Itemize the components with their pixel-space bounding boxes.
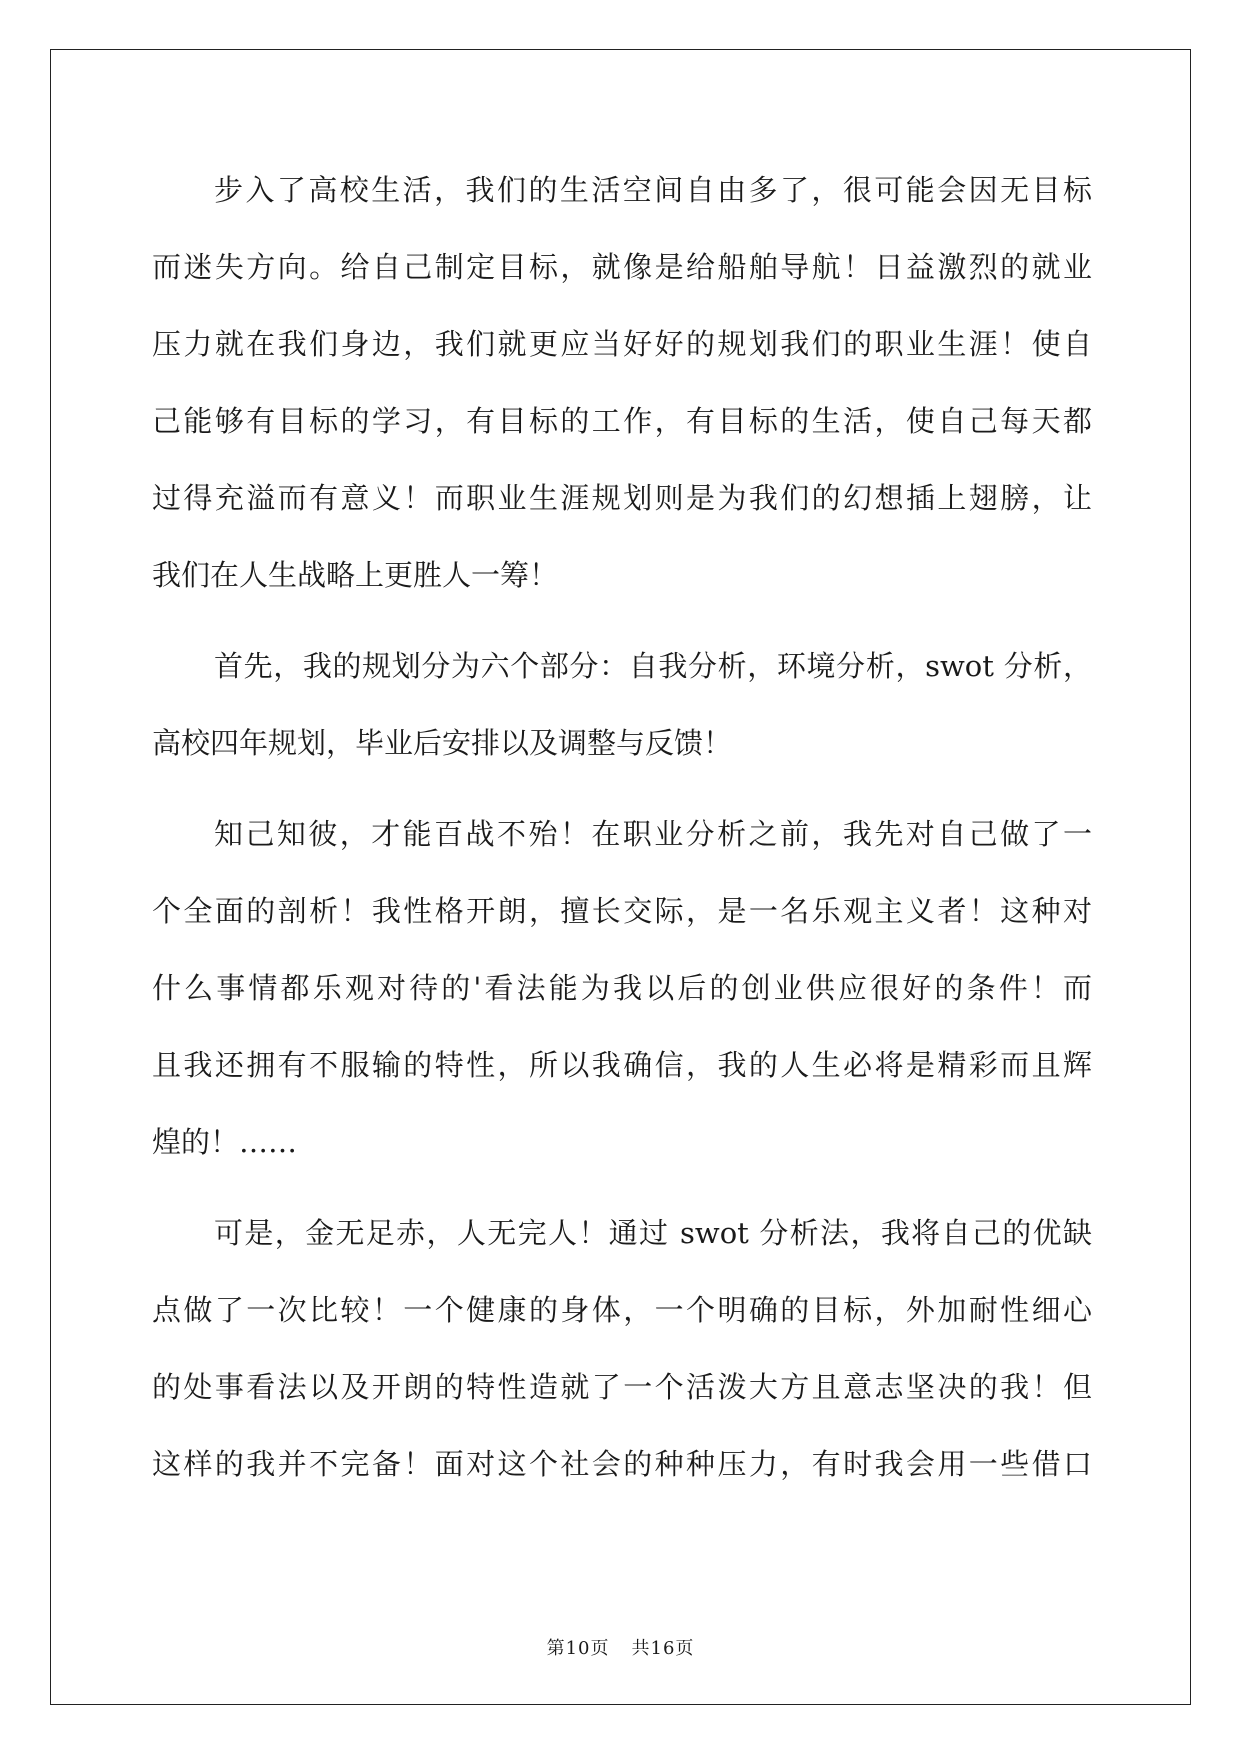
total-pages: 共16页: [631, 1638, 695, 1659]
paragraph-4: [152, 1195, 1092, 1503]
text-line: 可是，金无足赤，人无完人！通过 swot 分析法，我将自己的优缺: [214, 1216, 1092, 1250]
text-line: 什么事情都乐观对待的'看法能为我以后的创业供应很好的条件！而: [152, 971, 1092, 1005]
paragraph-2: [152, 628, 1092, 782]
current-page-number: 第10页: [546, 1638, 610, 1659]
text-line: 我们在人生战略上更胜人一筹！: [152, 558, 559, 592]
text-line: 这样的我并不完备！面对这个社会的种种压力，有时我会用一些借口: [152, 1447, 1092, 1481]
document-body: [152, 152, 1092, 1503]
text-line: 点做了一次比较！一个健康的身体，一个明确的目标，外加耐性细心: [152, 1293, 1092, 1327]
text-line: 压力就在我们身边，我们就更应当好好的规划我们的职业生涯！使自: [152, 327, 1092, 361]
paragraph-1: [152, 152, 1092, 614]
text-line: 己能够有目标的学习，有目标的工作，有目标的生活，使自己每天都: [152, 404, 1092, 438]
text-line: 首先，我的规划分为六个部分：自我分析，环境分析，swot 分析，: [214, 649, 1092, 683]
page-footer: [0, 1634, 1241, 1660]
text-line: 个全面的剖析！我性格开朗，擅长交际，是一名乐观主义者！这种对: [152, 894, 1092, 928]
text-line: 知己知彼，才能百战不殆！在职业分析之前，我先对自己做了一: [214, 817, 1092, 851]
text-line: 煌的！……: [152, 1125, 298, 1159]
paragraph-3: [152, 796, 1092, 1181]
text-line: 的处事看法以及开朗的特性造就了一个活泼大方且意志坚决的我！但: [152, 1370, 1092, 1404]
text-line: 且我还拥有不服输的特性，所以我确信，我的人生必将是精彩而且辉: [152, 1048, 1092, 1082]
text-line: 而迷失方向。给自己制定目标，就像是给船舶导航！日益激烈的就业: [152, 250, 1092, 284]
text-line: 高校四年规划，毕业后安排以及调整与反馈！: [152, 726, 733, 760]
text-line: 过得充溢而有意义！而职业生涯规划则是为我们的幻想插上翅膀，让: [152, 481, 1092, 515]
text-line: 步入了高校生活，我们的生活空间自由多了，很可能会因无目标: [214, 173, 1092, 207]
